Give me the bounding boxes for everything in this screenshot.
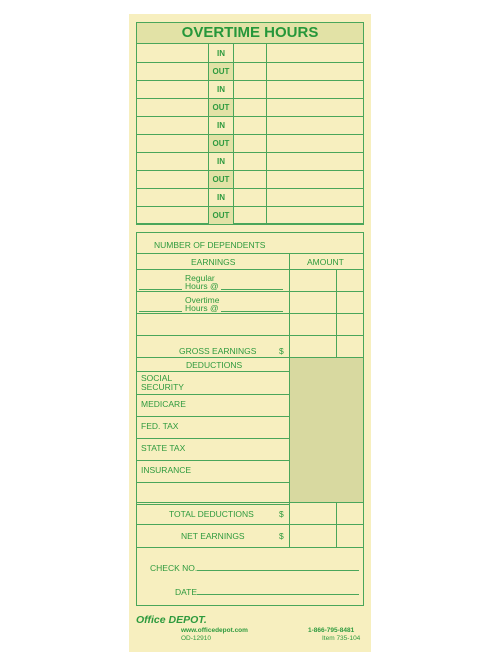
website-text: www.officedepot.com [181, 627, 248, 634]
overtime-label-1: Overtime [185, 295, 220, 305]
time-card [129, 14, 371, 652]
time-row-label: IN [217, 157, 225, 166]
deduction-label: FED. TAX [141, 421, 179, 431]
total-deductions-dollar: $ [279, 509, 284, 519]
model-number: OD-12910 [181, 635, 211, 642]
overtime-label-2: Hours @ [185, 303, 219, 313]
gross-dollar: $ [279, 346, 284, 356]
time-row-label: OUT [209, 207, 233, 224]
regular-label-1: Regular [185, 273, 215, 283]
regular-label-2: Hours @ [185, 281, 219, 291]
net-earnings-dollar: $ [279, 531, 284, 541]
time-row-label: OUT [209, 63, 233, 80]
deductions-header: DEDUCTIONS [186, 360, 243, 370]
deduction-label: INSURANCE [141, 465, 192, 475]
time-row-label: OUT [209, 99, 233, 116]
time-row-label: OUT [209, 135, 233, 152]
check-date-box [136, 548, 364, 606]
earnings-header: EARNINGS [191, 257, 236, 267]
dependents-label: NUMBER OF DEPENDENTS [154, 240, 266, 250]
time-row-label: IN [217, 85, 225, 94]
net-earnings-label: NET EARNINGS [181, 531, 245, 541]
check-no-label: CHECK NO. [150, 563, 198, 573]
total-deductions-label: TOTAL DEDUCTIONS [169, 509, 254, 519]
time-row-label: IN [217, 193, 225, 202]
office-depot-logo: Office DEPOT. [136, 614, 207, 626]
deduction-label: SOCIAL SECURITY [141, 373, 184, 392]
date-label: DATE [175, 587, 198, 597]
date-line[interactable] [197, 594, 359, 595]
time-row-label: IN [217, 121, 225, 130]
time-row-label: OUT [209, 171, 233, 188]
item-number: Item 735-104 [322, 635, 361, 642]
phone-number: 1-866-795-8481 [308, 627, 355, 634]
card-title: OVERTIME HOURS [136, 22, 364, 44]
gross-earnings-label: GROSS EARNINGS [179, 346, 257, 356]
amount-header: AMOUNT [307, 257, 344, 267]
deductions-shaded-area [290, 358, 363, 502]
time-row-label: IN [217, 49, 225, 58]
deduction-label: MEDICARE [141, 399, 186, 409]
deduction-label: STATE TAX [141, 443, 186, 453]
check-no-line[interactable] [197, 570, 359, 571]
